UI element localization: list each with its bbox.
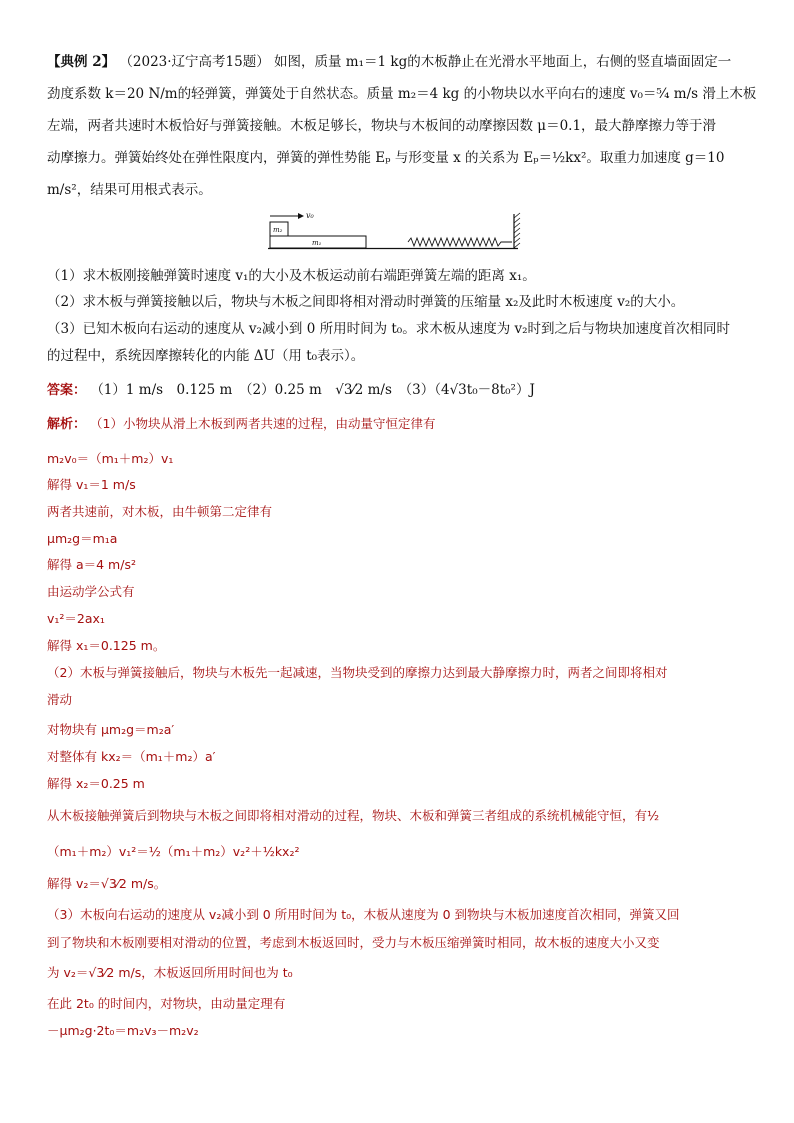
analysis-line-7: 由运动学公式有: [47, 584, 135, 599]
problem-line-1: [47, 52, 731, 72]
analysis-line-12: 对物块有 μm₂g＝m₂a′: [47, 722, 175, 737]
question-3-line-1: （3）已知木板向右运动的速度从 v₂减小到 0 所用时间为 t₀。求木板从速度为 v₂时到之后与物块加速度首次相同时: [47, 321, 731, 337]
analysis-line-6: 解得 a＝4 m/s²: [47, 557, 136, 572]
analysis-line-4: 两者共速前，对木板，由牛顿第二定律有: [47, 504, 273, 519]
analysis-line-19: 到了物块和木板刚要相对滑动的位置，考虑到木板返回时，受力与木板压缩弹簧时相同，故木板的速度大小又变: [47, 935, 660, 950]
problem-line-4: 动摩擦力。弹簧始终处在弹性限度内，弹簧的弹性势能 Eₚ 与形变量 x 的关系为 Eₚ＝½kx²。取重力加速度 g＝10: [47, 150, 725, 166]
wall-hatching: [514, 213, 520, 248]
question-3-line-2: 的过程中，系统因摩擦转化的内能 ΔU（用 t₀表示）。: [47, 348, 365, 364]
board-spring-figure: [268, 210, 528, 254]
analysis-line-15: 从木板接触弹簧后到物块与木板之间即将相对滑动的过程，物块、木板和弹簧三者组成的系统机械能守恒，有½: [47, 808, 660, 823]
analysis-line-18: （3）木板向右运动的速度从 v₂减小到 0 所用时间为 t₀，木板从速度为 0 到物块与木板加速度首次相同，弹簧又回: [47, 907, 680, 922]
analysis-line-2: m₂v₀＝（m₁＋m₂）v₁: [47, 451, 174, 466]
analysis-line-8: v₁²＝2ax₁: [47, 611, 105, 626]
m2-label: m₂: [273, 226, 283, 234]
analysis-line-21: 在此 2t₀ 的时间内，对物块，由动量定理有: [47, 996, 286, 1011]
analysis-line-20: 为 v₂＝√3⁄2 m/s，木板返回所用时间也为 t₀: [47, 965, 293, 980]
problem-text-1: 如图，质量 m₁＝1 kg的木板静止在光滑水平地面上，右侧的竖直墙面固定一: [274, 54, 732, 70]
analysis-line-16: （m₁＋m₂）v₁²＝½（m₁＋m₂）v₂²＋½kx₂²: [47, 844, 300, 859]
analysis-label: 解析：: [47, 417, 87, 432]
problem-line-2: 劲度系数 k＝20 N/m的轻弹簧，弹簧处于自然状态。质量 m₂＝4 kg 的小物块以水平向右的速度 v₀＝⁵⁄₄ m/s 滑上木板: [47, 86, 757, 102]
m1-label: m₁: [312, 239, 322, 247]
analysis-line-14: 解得 x₂＝0.25 m: [47, 776, 145, 791]
analysis-text-1: （1）小物块从滑上木板到两者共速的过程，由动量守恒定律有: [90, 416, 436, 431]
question-1: （1）求木板刚接触弹簧时速度 v₁的大小及木板运动前右端距弹簧左端的距离 x₁。: [47, 268, 536, 284]
analysis-line-5: μm₂g＝m₁a: [47, 531, 118, 546]
answer-label: 答案：: [47, 383, 87, 398]
analysis-line-13: 对整体有 kx₂＝（m₁＋m₂）a′: [47, 749, 216, 764]
analysis-line-22: －μm₂g·2t₀＝m₂v₃－m₂v₂: [47, 1023, 199, 1038]
problem-line-5: m/s²，结果可用根式表示。: [47, 182, 212, 198]
analysis-line-9: 解得 x₁＝0.125 m。: [47, 638, 166, 653]
analysis-line-1: [47, 414, 435, 435]
spring: [408, 238, 512, 246]
question-2: （2）求木板与弹簧接触以后，物块与木板之间即将相对滑动时弹簧的压缩量 x₂及此时木板速度 v₂的大小。: [47, 294, 685, 310]
problem-line-3: 左端，两者共速时木板恰好与弹簧接触。木板足够长，物块与木板间的动摩擦因数 μ＝0.1，最大静摩擦力等于滑: [47, 118, 717, 134]
analysis-line-10: （2）木板与弹簧接触后，物块与木板先一起减速，当物块受到的摩擦力达到最大静摩擦力时，两者之间即将相对: [47, 665, 668, 680]
answer-text: （1）1 m/s 0.125 m （2）0.25 m √3⁄2 m/s （3）（4√3t₀－8t₀²）J: [90, 382, 535, 398]
analysis-line-11: 滑动: [47, 692, 73, 707]
example-tag: 【典例 2】: [47, 54, 116, 70]
answer-line: [47, 380, 535, 401]
v0-label: v₀: [306, 211, 314, 220]
velocity-arrowhead: [298, 213, 304, 219]
problem-source: （2023·辽宁高考15题）: [119, 54, 270, 70]
analysis-line-17: 解得 v₂＝√3⁄2 m/s。: [47, 876, 167, 891]
analysis-line-3: 解得 v₁＝1 m/s: [47, 477, 136, 492]
